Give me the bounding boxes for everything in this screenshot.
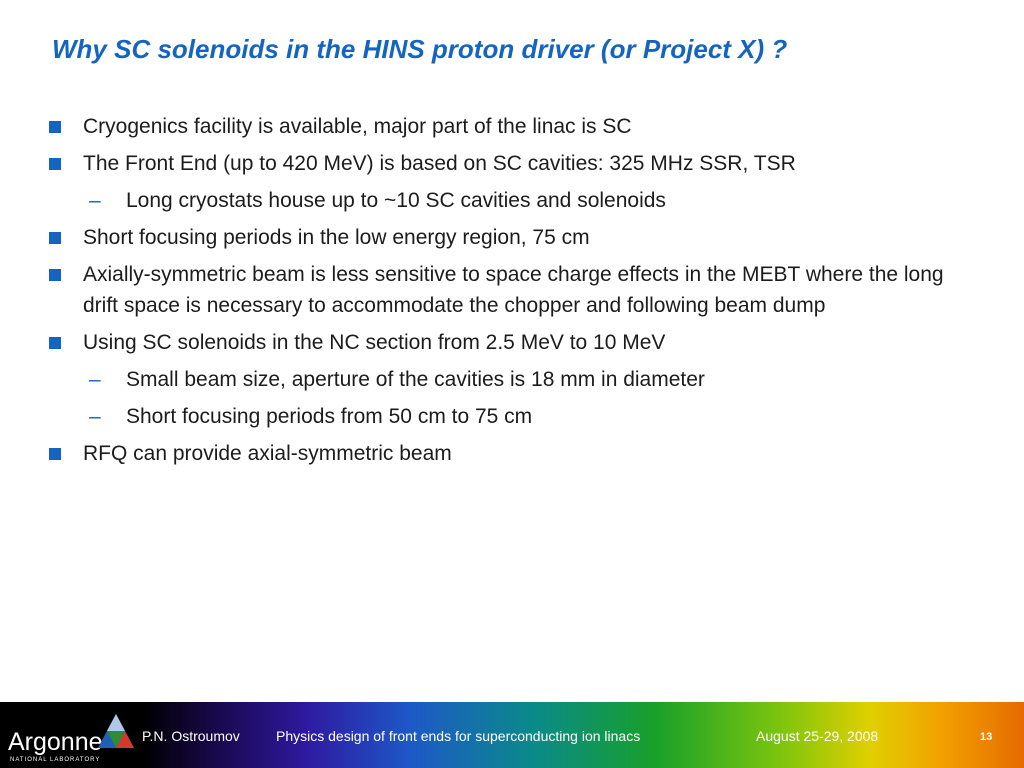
sub-bullet-item bbox=[44, 401, 984, 432]
slide-title: Why SC solenoids in the HINS proton driver (or Project X) ? bbox=[52, 34, 788, 64]
footer-date: August 25-29, 2008 bbox=[756, 728, 879, 744]
footer-talk-title: Physics design of front ends for superconducting ion linacs bbox=[276, 728, 641, 744]
bullet-item bbox=[44, 148, 984, 179]
square-bullet-icon bbox=[49, 158, 61, 170]
bullet-text: RFQ can provide axial-symmetric beam bbox=[83, 442, 452, 465]
bullet-text: Small beam size, aperture of the cavities is 18 mm in diameter bbox=[126, 368, 705, 391]
sub-bullet-item bbox=[44, 364, 984, 395]
argonne-triangle-logo-icon bbox=[96, 712, 136, 752]
bullet-text: Using SC solenoids in the NC section from 2.5 MeV to 10 MeV bbox=[83, 331, 666, 354]
square-bullet-icon bbox=[49, 337, 61, 349]
page-number: 13 bbox=[980, 731, 993, 743]
bullet-list bbox=[44, 111, 984, 475]
bullet-text: Cryogenics facility is available, major part of the linac is SC bbox=[83, 115, 632, 138]
dash-bullet-icon: – bbox=[89, 189, 101, 212]
footer-bar bbox=[0, 702, 1024, 768]
logo-subtext: NATIONAL LABORATORY bbox=[10, 757, 101, 763]
square-bullet-icon bbox=[49, 121, 61, 133]
footer-author: P.N. Ostroumov bbox=[142, 728, 240, 744]
bullet-text: Short focusing periods from 50 cm to 75 cm bbox=[126, 405, 533, 428]
bullet-item bbox=[44, 111, 984, 142]
square-bullet-icon bbox=[49, 232, 61, 244]
argonne-logo bbox=[6, 708, 134, 766]
bullet-item bbox=[44, 259, 984, 321]
bullet-text: The Front End (up to 420 MeV) is based on SC cavities: 325 MHz SSR, TSR bbox=[83, 152, 796, 175]
logo-text: Argonne bbox=[8, 728, 103, 756]
square-bullet-icon bbox=[49, 269, 61, 281]
bullet-item bbox=[44, 222, 984, 253]
dash-bullet-icon: – bbox=[89, 368, 101, 391]
bullet-text: Long cryostats house up to ~10 SC cavities and solenoids bbox=[126, 189, 666, 212]
bullet-item bbox=[44, 438, 984, 469]
dash-bullet-icon: – bbox=[89, 405, 101, 428]
bullet-text: Short focusing periods in the low energy region, 75 cm bbox=[83, 226, 590, 249]
square-bullet-icon bbox=[49, 448, 61, 460]
sub-bullet-item bbox=[44, 185, 984, 216]
bullet-text: Axially-symmetric beam is less sensitive to space charge effects in the MEBT where the long drift space is necessary to accommodate the chopper and following beam dump bbox=[83, 263, 944, 317]
bullet-item bbox=[44, 327, 984, 358]
